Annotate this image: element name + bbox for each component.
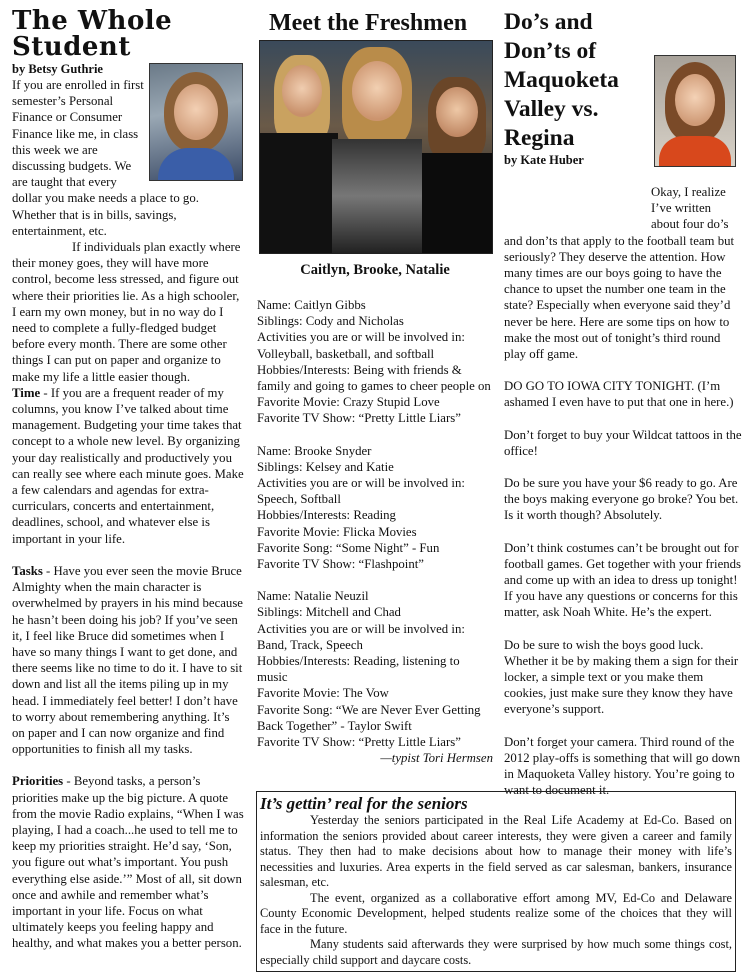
profile-line: Activities you are or will be involved in: Volleyball, basketball, and softball (257, 330, 465, 361)
column-whole-student (12, 0, 244, 952)
profile-line: Favorite Song: “We are Never Ever Getting Back Together” - Taylor Swift (257, 702, 481, 733)
profile-line: Name: Caitlyn Gibbs (257, 298, 366, 312)
column-freshmen (257, 0, 493, 766)
profile-line: Name: Natalie Neuzil (257, 589, 369, 604)
article-title-whole-student: The Whole Student (12, 6, 173, 62)
profile-line: Favorite TV Show: “Flashpoint” (257, 557, 424, 572)
para-tasks (12, 563, 244, 757)
text-time: - If you are a frequent reader of my columns, you know I’ve talked about time management. Budgeting your time takes that concept to a whole new level. By organizing your day realistically and productively you can really see where each minute goes. Make a few calendars and agendas for extra-curriculars, concerts and entertainment, deadlines, school, and whatever else is important in your life. (12, 385, 244, 546)
profile-brooke (257, 443, 493, 573)
profile-line: Hobbies/Interests: Reading (257, 508, 396, 523)
para-individuals: If individuals plan exactly where their money goes, they will have more control, become less stressed, and figure out where their priorities lie. As a high schooler, I earn my own money, but in no way do I need to complete a fully-fledged budget before every month. There are some other things I can put on paper and organize to make my life a little easier though. (12, 240, 241, 384)
para-dd-tattoos: Don’t forget to buy your Wildcat tattoos in the office! (504, 427, 742, 458)
profile-line: Favorite TV Show: “Pretty Little Liars” (257, 735, 461, 750)
photo-caption: Caitlyn, Brooke, Natalie (300, 262, 450, 278)
photo-betsy (149, 63, 243, 181)
column-dos-donts (504, 0, 742, 799)
profile-line: Name: Brooke Snyder (257, 443, 372, 458)
para-dd-costumes: Don’t think costumes can’t be brought out for football games. Get together with your friends and come up with an idea to dress up tonight! If you have any questions or concerns for this matter, ask Noah White. He’s the expert. (504, 540, 742, 620)
seniors-box (256, 791, 736, 972)
profile-line: Activities you are or will be involved in: Band, Track, Speech (257, 621, 465, 652)
profile-line: Favorite Movie: Crazy Stupid Love (257, 395, 440, 410)
para-dd-money: Do be sure you have your $6 ready to go. Are the boys making everyone go broke? You bet. Is it worth though? Absolutely. (504, 476, 739, 523)
seniors-para-3: Many students said afterwards they were surprised by how much some things cost, especially child support and daycare costs. (260, 937, 732, 967)
text-priorities: - Beyond tasks, a person’s priorities make up the big picture. A quote from the movie Radio explains, “When I was playing, I had a coach...he used to tell me to keep my priorities straight. He’d say, ‘Son, you figure out what’s important. You push everything else aside.’” Most of all, sit down once and awhile and remember what’s important in your life. Focus on what ultimately keeps you feeling happy and healthy, and what makes you a better person. (12, 774, 244, 951)
para-dd-intro (504, 184, 742, 362)
profile-natalie (257, 588, 493, 766)
para-dd-camera: Don’t forget your camera. Third round of the 2012 play-offs is something that will go down in Maquoketa Valley history. You’re going to want to document it. (504, 734, 741, 798)
profile-line: Hobbies/Interests: Being with friends & family and going to games to cheer people on (257, 362, 491, 394)
profile-line: Siblings: Cody and Nicholas (257, 314, 404, 329)
para-dd-luck: Do be sure to wish the boys good luck. Whether it be by making them a sign for their locker, a simple text or you make them cookies, just make sure they know they have everyone’s support. (504, 637, 739, 717)
profile-line: Favorite Movie: Flicka Movies (257, 524, 417, 539)
seniors-title: It’s gettin’ real for the seniors (260, 794, 468, 813)
byline-betsy: by Betsy Guthrie (12, 62, 103, 76)
profile-line: Activities you are or will be involved in: Speech, Softball (257, 476, 465, 507)
profile-line: Favorite Song: “Some Night” - Fun (257, 540, 440, 555)
label-priorities: Priorities (12, 774, 64, 789)
label-time: Time (12, 385, 41, 400)
article-title-freshmen: Meet the Freshmen (269, 10, 468, 36)
profile-caitlyn (257, 297, 493, 427)
profile-line: Siblings: Mitchell and Chad (257, 605, 401, 620)
photo-freshmen (259, 40, 493, 254)
text-tasks: - Have you ever seen the movie Bruce Almighty when the main character is overwhelmed by prayers in his mind because he hasn’t been doing his job? If you’ve seen it, I feel like Bruce did sometimes when I have so many things I want to get done, and there seems like no time to do it. I have to sit down and list all the items piling up in my head. I immediately feel better! I don’t have to worry about remembering anything. It’s on paper and I can now organize and find opportunities to finish all my tasks. (12, 563, 243, 757)
text-dd-intro: Okay, I realize I’ve written about four do’s and don’ts that apply to the football team but seriously? They deserve the attention. How many times are our boys going to have the chance to upset the number one team in the state? Especially when everyone said they’d never be here. Here are some tips on how to make the most out of tonight’s third round play off game. (504, 185, 735, 362)
profile-line: Siblings: Kelsey and Katie (257, 459, 394, 474)
para-priorities (12, 773, 244, 951)
typist-credit: —typist Tori Hermsen (380, 751, 493, 766)
article-title-dos-donts: Do’s and Don’ts of Maquoketa Valley vs. Regina (504, 9, 619, 151)
para-time (12, 385, 244, 547)
para-dd-iowa-city: DO GO TO IOWA CITY TONIGHT. (I’m ashamed I even have to put that one in here.) (504, 379, 734, 410)
seniors-para-2: The event, organized as a collaborative effort among MV, Ed-Co and Delaware County Economic Development, helped students realize some of the choices that they will face in the future. (260, 890, 732, 936)
label-tasks: Tasks (12, 563, 43, 578)
profile-line: Favorite Movie: The Vow (257, 686, 389, 701)
para-intro: If you are enrolled in first semester’s Personal Finance or Consumer Finance like me, in class this week we are discussing budgets. We are taught that every dollar you make needs a place to go. Whether that is in bills, savings, entertainment, etc. (12, 78, 199, 238)
profile-line: Favorite TV Show: “Pretty Little Liars” (257, 411, 461, 426)
profile-line: Hobbies/Interests: Reading, listening to music (257, 654, 460, 685)
byline-kate: by Kate Huber (504, 153, 584, 167)
photo-kate (654, 55, 736, 167)
seniors-para-1: Yesterday the seniors participated in the Real Life Academy at Ed-Co. Based on information the seniors provided about career interests, they were given a career and family status. They then had to make decisions about how to manage their money with life’s necessities and luxuries. Area experts in the field served as car salesman, bankers, insurance salesman, etc. (260, 813, 732, 889)
